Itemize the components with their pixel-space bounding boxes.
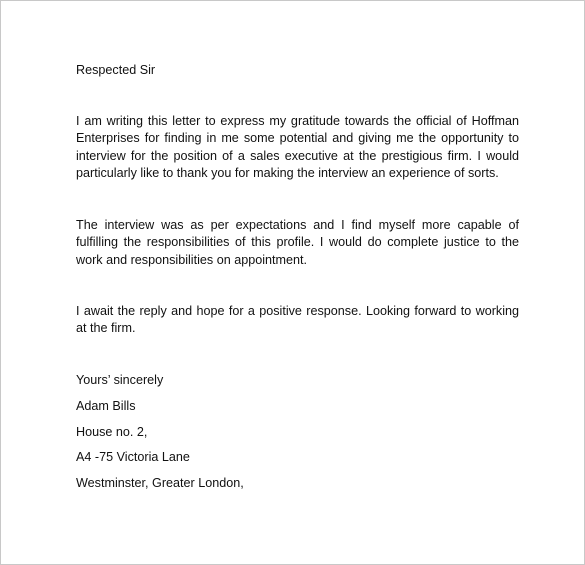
- body-paragraph-3: I await the reply and hope for a positive response. Looking forward to working at the firm.: [76, 304, 519, 336]
- body-paragraph-2: The interview was as per expectations and I find myself more capable of fulfilling the responsibilities of this profile. I would do complete justice to the work and responsibilities on appointment.: [76, 218, 519, 267]
- body-paragraph-1: I am writing this letter to express my gratitude towards the official of Hoffman Enterprises for finding in me some potential and giving me the opportunity to interview for the position of a sales executive at the prestigious firm. I would particularly like to thank you for making the interview an experience of sorts.: [76, 114, 519, 181]
- address-line-1: House no. 2,: [76, 425, 148, 439]
- address-line-2: A4 -75 Victoria Lane: [76, 450, 190, 464]
- salutation: Respected Sir: [76, 63, 156, 77]
- address-line-3: Westminster, Greater London,: [76, 476, 244, 490]
- closing: Yours’ sincerely: [76, 373, 164, 387]
- signature-name: Adam Bills: [76, 399, 136, 413]
